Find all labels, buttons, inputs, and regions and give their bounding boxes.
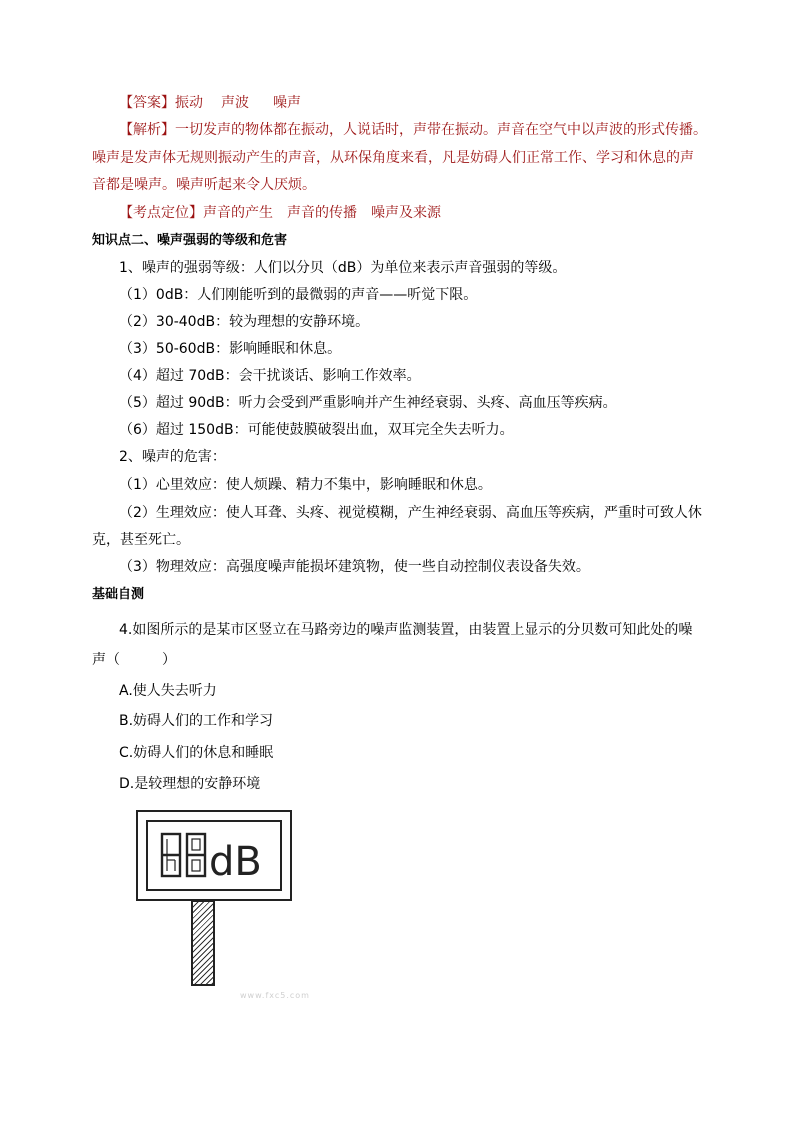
watermark: www.fxc5.com	[240, 991, 310, 1000]
section-title: 知识点二、噪声强弱的等级和危害	[92, 233, 288, 248]
location-item-3: 噪声及来源	[371, 205, 441, 221]
hazard-item-1: （1）心里效应：使人烦躁、精力不集中，影响睡眠和休息。	[119, 477, 492, 493]
noise-monitor-sign	[136, 810, 292, 901]
answer-item-1: 振动	[175, 95, 203, 111]
analysis-text-1: 一切发声的物体都在振动，人说话时，声带在振动。声音在空气中以声波的形式传播。	[175, 122, 707, 138]
location-item-1: 声音的产生	[203, 205, 273, 221]
level-item-1: （1）0dB：人们刚能听到的最微弱的声音——听觉下限。	[119, 287, 478, 303]
level-item-3: （3）50-60dB：影响睡眠和休息。	[119, 341, 342, 357]
analysis-tag: 【解析】	[119, 122, 175, 138]
hazard-item-2-line-2: 克，甚至死亡。	[92, 532, 190, 548]
hazards-heading: 2、噪声的危害：	[119, 449, 226, 465]
option-c: C.妨碍人们的休息和睡眠	[119, 745, 274, 761]
location-tag: 【考点定位】	[119, 205, 203, 221]
level-item-2: （2）30-40dB：较为理想的安静环境。	[119, 314, 370, 330]
hazard-item-2-line-1: （2）生理效应：使人耳聋、头疼、视觉模糊，产生神经衰弱、高血压等疾病，严重时可致人休	[119, 505, 702, 521]
option-d: D.是较理想的安静环境	[119, 776, 261, 792]
answer-item-2: 声波	[221, 95, 249, 111]
noise-monitor-display	[146, 820, 282, 891]
answer-tag: 【答案】	[119, 95, 175, 111]
display-reading-figure	[148, 822, 280, 889]
option-b: B.妨碍人们的工作和学习	[119, 713, 274, 729]
analysis-line-2: 噪声是发声体无规则振动产生的声音，从环保角度来看，凡是妨碍人们正常工作、学习和休息的声	[92, 150, 694, 166]
hazard-item-3: （3）物理效应：高强度噪声能损坏建筑物，使一些自动控制仪表设备失效。	[119, 559, 590, 575]
basics-title: 基础自测	[92, 587, 145, 602]
level-item-6: （6）超过 150dB：可能使鼓膜破裂出血，双耳完全失去听力。	[119, 422, 514, 438]
analysis-line-1	[119, 120, 707, 140]
option-a: A.使人失去听力	[119, 683, 217, 699]
level-item-4: （4）超过 70dB：会干扰谈话、影响工作效率。	[119, 368, 421, 384]
digit-six	[162, 834, 180, 876]
question-line-1: 4.如图所示的是某市区竖立在马路旁边的噪声监测装置，由装置上显示的分贝数可知此处的噪	[119, 622, 693, 638]
analysis-line-3: 音都是噪声。噪声听起来令人厌烦。	[92, 177, 316, 193]
display-unit-text: dB	[209, 839, 262, 885]
level-item-5: （5）超过 90dB：听力会受到严重影响并产生神经衰弱、头疼、高血压等疾病。	[119, 395, 617, 411]
location-item-2: 声音的传播	[287, 205, 357, 221]
digit-eight	[187, 834, 205, 876]
sign-pole	[191, 900, 215, 986]
location-line	[119, 203, 441, 223]
answer-item-3: 噪声	[273, 95, 301, 111]
answer-line	[119, 93, 301, 113]
question-line-2: 声（ ）	[92, 652, 176, 668]
levels-heading: 1、噪声的强弱等级：人们以分贝（dB）为单位来表示声音强弱的等级。	[119, 260, 567, 276]
